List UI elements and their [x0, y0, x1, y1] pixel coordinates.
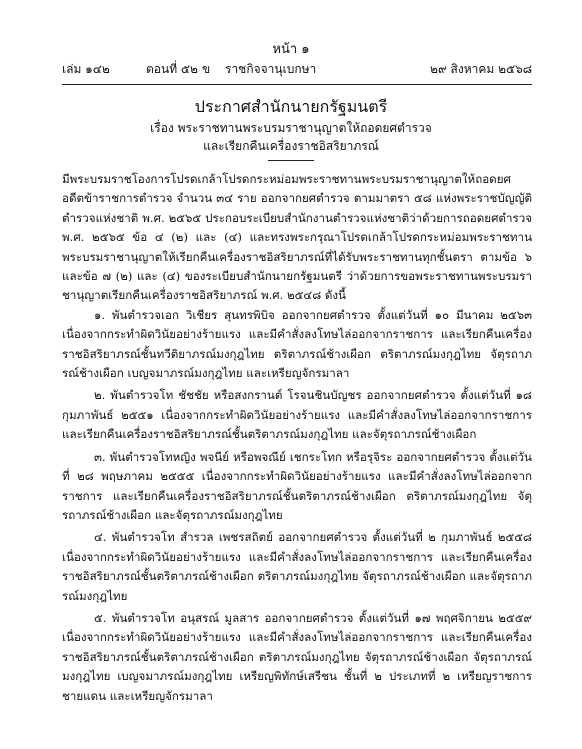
- preamble-paragraph: มีพระบรมราชโองการโปรดเกล้าโปรดกระหม่อมพระราชทานพระบรมราชานุญาตให้ถอดยศอดีตข้าราชการตำรวจ จำนวน ๓๔ ราย ออกจากยศตำรวจ ตามมาตรา ๕๘ แห่งพระราชบัญญัติตำรวจแห่งชาติ พ.ศ. ๒๕๖๕ ประกอบระเบียบสำนักงานตำรวจแห่งชาติว่าด้วยการถอดยศตำรวจ พ.ศ. ๒๕๖๕ ข้อ ๔ (๒) และ (๔) และทรงพระกรุณาโปรดเกล้าโปรดกระหม่อมพระราชทานพระบรมราชานุญาตให้เรียกคืนเครื่องราชอิสริยาภรณ์ที่ได้รับพระราชทานทุกชั้นตรา ตามข้อ ๖ และข้อ ๗ (๒) และ (๔) ของระเบียบสำนักนายกรัฐมนตรี ว่าด้วยการขอพระราชทานพระบรมราชานุญาตเรียกคืนเครื่องราชอิสริยาภรณ์ พ.ศ. ๒๕๔๘ ดังนี้: [62, 172, 532, 303]
- gazette-name: ราชกิจจานุเบกษา: [225, 62, 317, 76]
- title-separator: [268, 160, 314, 161]
- list-item: ๓. พันตำรวจโทหญิง พจนีย์ หรือพจณีย์ เชกระโทก หรือรุจิระ ออกจากยศตำรวจ ตั้งแต่วันที่ ๒๘ พฤษภาคม ๒๕๕๕ เนื่องจากกระทำผิดวินัยอย่างร้ายแรง และมีคำสั่งลงโทษไล่ออกจากราชการ และเรียกคืนเครื่องราชอิสริยาภรณ์ชั้นตริตาภรณ์ช้างเผือก ตริตาภรณ์มงกุฎไทย จัตุรถาภรณ์ช้างเผือก และจัตุรถาภรณ์มงกุฎไทย: [62, 449, 532, 522]
- document-subject: [0, 119, 582, 155]
- list-item: ๔. พันตำรวจโท สำรวล เพชรสถิตย์ ออกจากยศตำรวจ ตั้งแต่วันที่ ๒ กุมภาพันธ์ ๒๕๕๘ เนื่องจากกระทำผิดวินัยอย่างร้ายแรง และมีคำสั่งลงโทษไล่ออกจากราชการ และเรียกคืนเครื่องราชอิสริยาภรณ์ชั้นตริตาภรณ์ช้างเผือก ตริตาภรณ์มงกุฎไทย จัตุรถาภรณ์ช้างเผือก และจัตุรถาภรณ์มงกุฎไทย: [62, 530, 532, 603]
- subject-line-1: เรื่อง พระราชทานพระบรมราชานุญาตให้ถอดยศตำรวจ: [150, 121, 432, 135]
- volume-label: เล่ม ๑๔๒: [62, 62, 110, 76]
- list-item: ๒. พันตำรวจโท ชัชชัย หรือสงกรานต์ โรจนชินบัญชร ออกจากยศตำรวจ ตั้งแต่วันที่ ๑๘ กุมภาพันธ์ ๒๕๕๑ เนื่องจากกระทำผิดวินัยอย่างร้ายแรง และมีคำสั่งลงโทษไล่ออกจากราชการ และเรียกคืนเครื่องราชอิสริยาภรณ์ชั้นตริตาภรณ์มงกุฎไทย และจัตุรถาภรณ์ช้างเผือก: [62, 388, 532, 442]
- page-number: หน้า ๑: [272, 42, 310, 57]
- header-rule: [62, 84, 532, 85]
- section-label: ข: [202, 62, 211, 76]
- list-item: ๑. พันตำรวจเอก วิเชียร สุนทรพิบิจ ออกจากยศตำรวจ ตั้งแต่วันที่ ๑๐ มีนาคม ๒๕๖๓ เนื่องจากกระทำผิดวินัยอย่างร้ายแรง และมีคำสั่งลงโทษไล่ออกจากราชการ และเรียกคืนเครื่องราชอิสริยาภรณ์ชั้นทวีติยาภรณ์มงกุฎไทย ตริตาภรณ์ช้างเผือก ตริตาภรณ์มงกุฎไทย จัตุรถาภรณ์ช้างเผือก เบญจมาภรณ์มงกุฎไทย และเหรียญจักรมาลา: [62, 307, 532, 381]
- document-title: ประกาศสำนักนายกรัฐมนตรี: [194, 97, 388, 116]
- list-item: ๕. พันตำรวจโท อนุสรณ์ มูลสาร ออกจากยศตำรวจ ตั้งแต่วันที่ ๑๗ พฤศจิกายน ๒๕๕๙ เนื่องจากกระทำผิดวินัยอย่างร้ายแรง และมีคำสั่งลงโทษไล่ออกจากราชการ และเรียกคืนเครื่องราชอิสริยาภรณ์ชั้นตริตาภรณ์ช้างเผือก ตริตาภรณ์มงกุฎไทย จัตุรถาภรณ์ช้างเผือก จัตุรถาภรณ์มงกุฎไทย เบญจมาภรณ์มงกุฎไทย เหรียญพิทักษ์เสรีชน ชั้นที่ ๒ ประเภทที่ ๒ เหรียญราชการชายแดน และเหรียญจักรมาลา: [62, 610, 532, 703]
- subject-line-2: และเรียกคืนเครื่องราชอิสริยาภรณ์: [203, 139, 379, 153]
- issue-label: ตอนที่ ๕๒: [146, 62, 198, 76]
- issue-date: ๒๙ สิงหาคม ๒๕๖๘: [430, 62, 532, 76]
- document-body: [62, 170, 532, 706]
- gazette-running-header: [62, 60, 532, 80]
